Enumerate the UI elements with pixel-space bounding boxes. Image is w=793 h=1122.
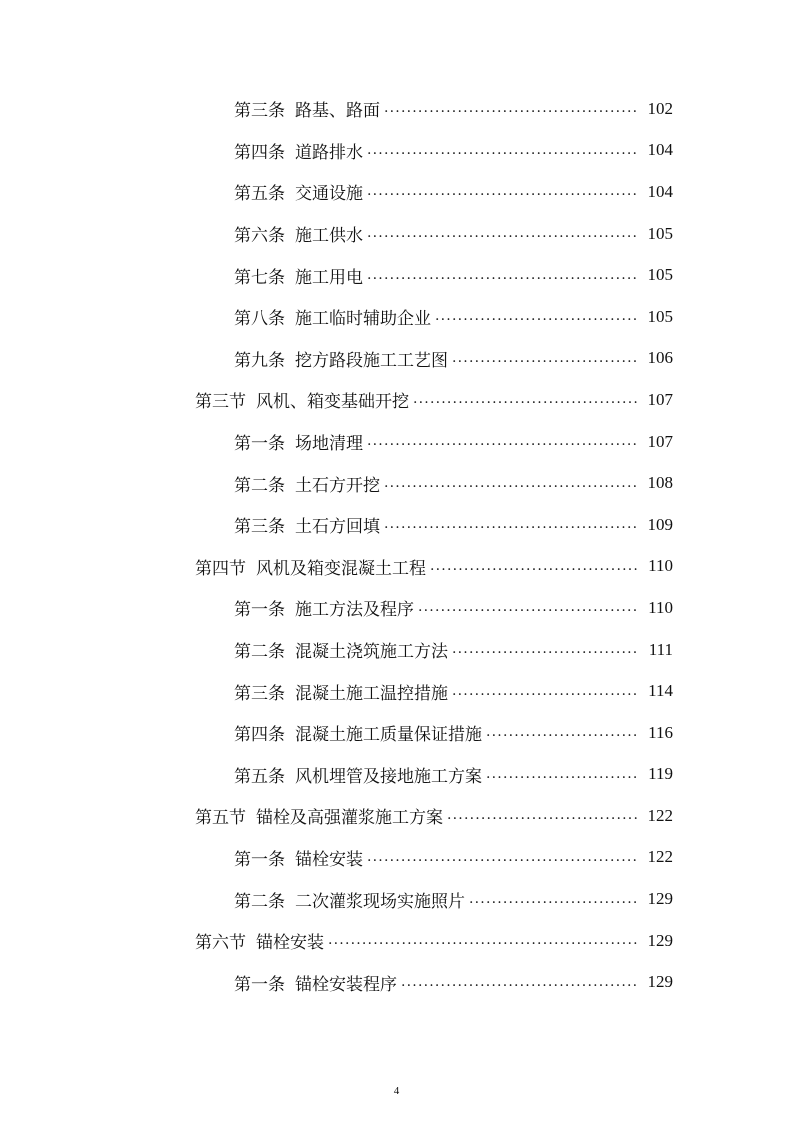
toc-entry-title: 交通设施: [295, 184, 363, 205]
toc-entry[interactable]: [0, 837, 793, 879]
toc-entry-prefix: 第四节: [195, 558, 246, 579]
toc-entry-prefix: 第二条: [234, 891, 285, 912]
toc-entry-page: 116: [648, 722, 673, 742]
toc-entry-title: 施工供水: [295, 226, 363, 247]
toc-entry-title: 施工方法及程序: [295, 600, 414, 621]
toc-entry-page: 129: [647, 889, 673, 909]
dot-leader: [367, 183, 637, 200]
dot-leader: [367, 849, 637, 866]
toc-entry[interactable]: [0, 338, 793, 380]
dot-leader: [447, 807, 637, 824]
toc-entry-title: 挖方路段施工工艺图: [295, 350, 448, 371]
toc-entry-page: 114: [648, 681, 673, 701]
toc-entry-prefix: 第二条: [234, 642, 285, 663]
toc-entry-prefix: 第一条: [234, 849, 285, 870]
toc-entry[interactable]: [0, 754, 793, 796]
toc-entry-prefix: 第一条: [234, 974, 285, 995]
dot-leader: [413, 391, 637, 408]
dot-leader: [486, 766, 637, 783]
toc-entry-prefix: 第五条: [234, 766, 285, 787]
toc-entry-title: 施工用电: [295, 267, 363, 288]
toc-entry-page: 105: [647, 223, 673, 243]
dot-leader: [401, 974, 637, 991]
toc-entry-prefix: 第六条: [234, 226, 285, 247]
toc-entry-page: 110: [648, 597, 673, 617]
toc-entry-prefix: 第七条: [234, 267, 285, 288]
page-number: 4: [393, 1085, 400, 1097]
toc-entry-page: 105: [647, 265, 673, 285]
toc-entry[interactable]: [0, 171, 793, 213]
toc-entry-page: 111: [648, 639, 673, 659]
toc-entry-page: 109: [647, 514, 673, 534]
toc-entry-title: 风机埋管及接地施工方案: [295, 766, 482, 787]
dot-leader: [384, 475, 637, 492]
toc-entry-prefix: 第五节: [195, 808, 246, 829]
toc-entry-page: 129: [647, 930, 673, 950]
dot-leader: [418, 599, 637, 616]
toc-entry[interactable]: [0, 213, 793, 255]
toc-section-entry[interactable]: [0, 379, 793, 421]
toc-entry-prefix: 第六节: [195, 933, 246, 954]
toc-entry[interactable]: [0, 296, 793, 338]
toc-entry-prefix: 第九条: [234, 350, 285, 371]
toc-entry[interactable]: [0, 587, 793, 629]
dot-leader: [452, 350, 637, 367]
dot-leader: [430, 558, 637, 575]
toc-entry-page: 108: [647, 473, 673, 493]
dot-leader: [384, 516, 637, 533]
toc-entry[interactable]: [0, 878, 793, 920]
toc-section-entry[interactable]: [0, 546, 793, 588]
toc-entry-page: 119: [648, 764, 673, 784]
toc-entry-page: 129: [647, 972, 673, 992]
toc-entry-page: 106: [647, 348, 673, 368]
toc-entry-title: 土石方开挖: [295, 475, 380, 496]
toc-entry-prefix: 第三条: [234, 101, 285, 122]
toc-entry[interactable]: [0, 130, 793, 172]
toc-entry[interactable]: [0, 961, 793, 1003]
toc-entry[interactable]: [0, 254, 793, 296]
toc-entry-prefix: 第一条: [234, 600, 285, 621]
dot-leader: [486, 724, 637, 741]
dot-leader: [452, 683, 637, 700]
toc-entry-prefix: 第四条: [234, 142, 285, 163]
toc-entry-page: 107: [647, 431, 673, 451]
dot-leader: [469, 891, 637, 908]
toc-entry[interactable]: [0, 670, 793, 712]
dot-leader: [384, 100, 637, 117]
toc-entry-title: 锚栓安装: [295, 849, 363, 870]
toc-entry-prefix: 第二条: [234, 475, 285, 496]
toc-entry-title: 锚栓安装程序: [295, 974, 397, 995]
toc-entry-prefix: 第一条: [234, 434, 285, 455]
dot-leader: [367, 225, 637, 242]
toc-entry-page: 110: [648, 556, 673, 576]
toc-entry-page: 104: [647, 140, 673, 160]
dot-leader: [435, 308, 637, 325]
toc-entry-title: 混凝土施工质量保证措施: [295, 725, 482, 746]
toc-entry[interactable]: [0, 712, 793, 754]
toc-entry-prefix: 第三节: [195, 392, 246, 413]
toc-entry-title: 锚栓安装: [256, 933, 324, 954]
toc-entry-title: 路基、路面: [295, 101, 380, 122]
toc-entry-title: 土石方回填: [295, 517, 380, 538]
toc-entry-title: 二次灌浆现场实施照片: [295, 891, 465, 912]
toc-entry[interactable]: [0, 88, 793, 130]
toc-entry-title: 风机及箱变混凝土工程: [256, 558, 426, 579]
toc-entry-prefix: 第四条: [234, 725, 285, 746]
dot-leader: [328, 932, 637, 949]
toc-entry[interactable]: [0, 421, 793, 463]
toc-entry[interactable]: [0, 629, 793, 671]
toc-entry-title: 混凝土浇筑施工方法: [295, 642, 448, 663]
toc-entry-page: 102: [647, 98, 673, 118]
dot-leader: [452, 641, 637, 658]
toc-entry-page: 107: [647, 389, 673, 409]
dot-leader: [367, 433, 637, 450]
toc-entry-prefix: 第三条: [234, 517, 285, 538]
toc-entry-title: 锚栓及高强灌浆施工方案: [256, 808, 443, 829]
toc-section-entry[interactable]: [0, 920, 793, 962]
toc-entry[interactable]: [0, 504, 793, 546]
toc-entry-prefix: 第三条: [234, 683, 285, 704]
table-of-contents: [0, 88, 793, 1003]
toc-section-entry[interactable]: [0, 795, 793, 837]
toc-entry-prefix: 第八条: [234, 309, 285, 330]
toc-entry-title: 场地清理: [295, 434, 363, 455]
toc-entry-title: 施工临时辅助企业: [295, 309, 431, 330]
toc-entry-title: 混凝土施工温控措施: [295, 683, 448, 704]
toc-entry[interactable]: [0, 462, 793, 504]
dot-leader: [367, 267, 637, 284]
toc-entry-page: 104: [647, 181, 673, 201]
toc-entry-title: 风机、箱变基础开挖: [256, 392, 409, 413]
toc-entry-page: 122: [647, 847, 673, 867]
toc-entry-title: 道路排水: [295, 142, 363, 163]
dot-leader: [367, 142, 637, 159]
toc-entry-page: 105: [647, 306, 673, 326]
toc-entry-prefix: 第五条: [234, 184, 285, 205]
toc-entry-page: 122: [647, 805, 673, 825]
